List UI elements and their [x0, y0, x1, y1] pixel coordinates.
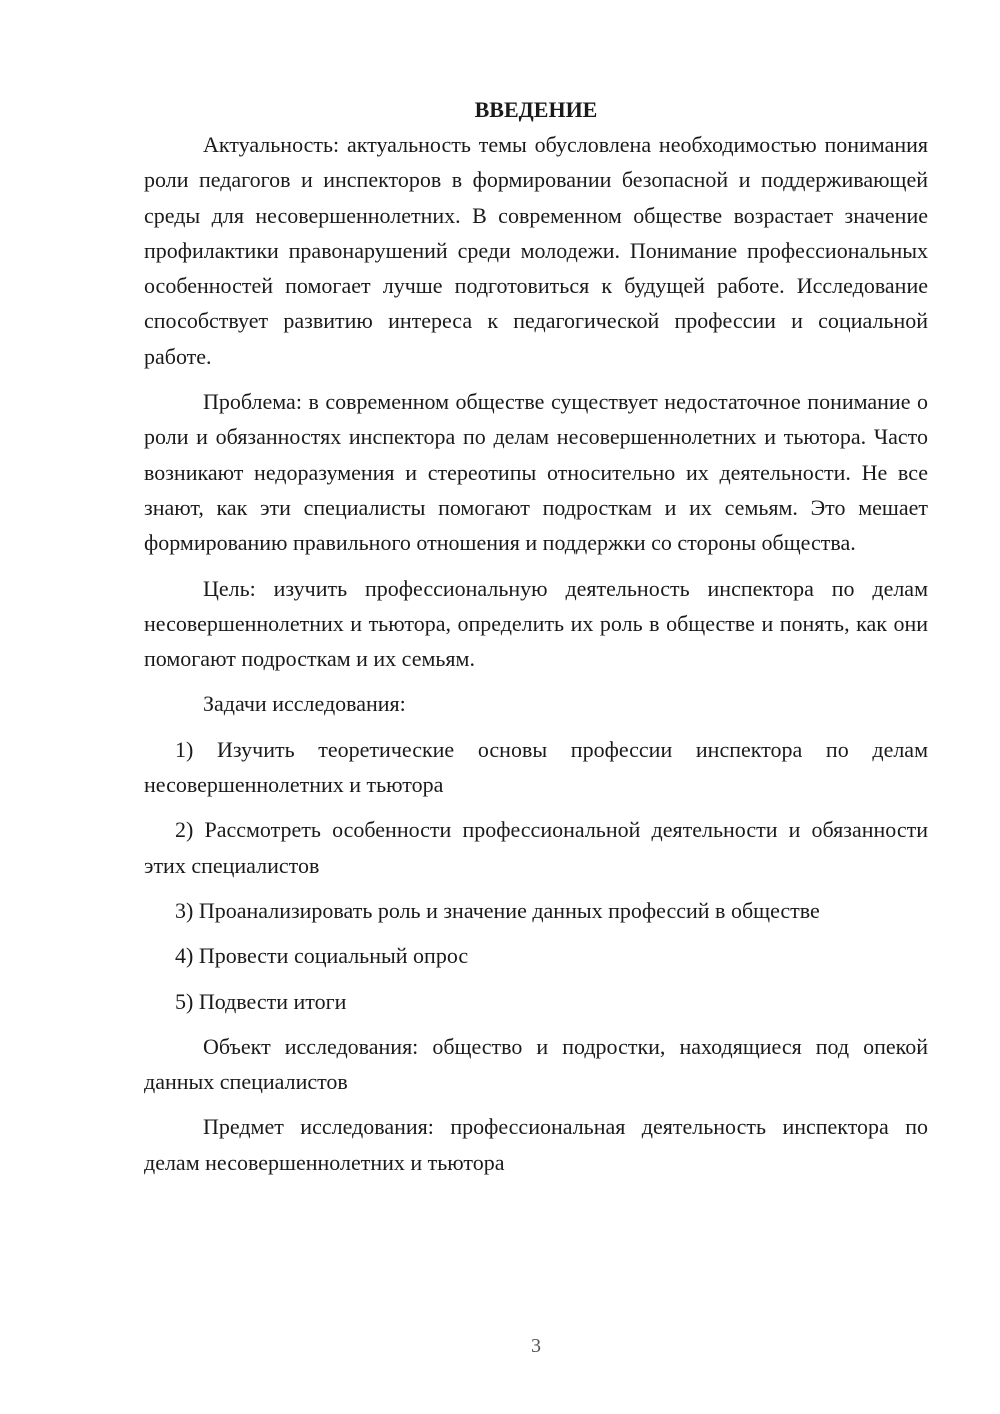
goal-paragraph: Цель: изучить профессиональную деятельность инспектора по делам несовершеннолетних и тьютора, определить их роль в обществе и понять, как они помогают подросткам и их семьям. [144, 575, 928, 672]
page-number: 3 [531, 1335, 541, 1357]
task-item: 2) Рассмотреть особенности профессиональной деятельности и обязанности этих специалистов [144, 817, 928, 878]
problem-paragraph: Проблема: в современном обществе существует недостаточное понимание о роли и обязанностях инспектора по делам несовершеннолетних и тьютора. Часто возникают недоразумения и стереотипы относительно их деятельности. Не все знают, как эти специалисты помогают подросткам и их семьям. Это мешает формированию правильного отношения и поддержки со стороны общества. [144, 389, 928, 556]
object-paragraph: Объект исследования: общество и подростки, находящиеся под опекой данных специалистов [144, 1033, 928, 1095]
subject-paragraph: Предмет исследования: профессиональная деятельность инспектора по делам несовершеннолетних и тьютора [144, 1114, 928, 1175]
document-page [144, 92, 928, 1190]
task-item: 4) Провести социальный опрос [175, 943, 469, 969]
tasks-heading: Задачи исследования: [203, 691, 406, 717]
task-item: 1) Изучить теоретические основы профессии инспектора по делам несовершеннолетних и тьютора [144, 736, 928, 798]
task-item: 3) Проанализировать роль и значение данных профессий в обществе [175, 897, 820, 923]
section-heading: ВВЕДЕНИЕ [474, 97, 598, 122]
relevance-paragraph: Актуальность: актуальность темы обусловлена необходимостью понимания роли педагогов и инспекторов в формировании безопасной и поддерживающей среды для несовершеннолетних. В современном обществе возрастает значение профилактики правонарушений среди молодежи. Понимание профессиональных особенностей помогает лучше подготовиться к будущей работе. Исследование способствует развитию интереса к педагогической профессии и социальной работе. [144, 132, 928, 369]
task-item: 5) Подвести итоги [175, 988, 347, 1014]
